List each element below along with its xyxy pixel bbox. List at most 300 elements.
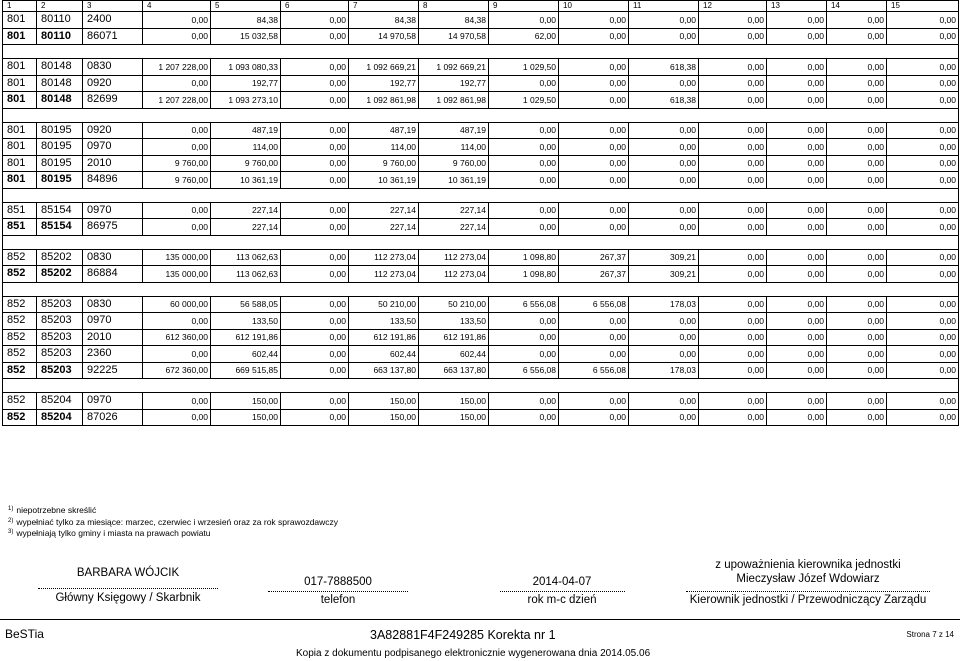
- spacer-cell: [3, 108, 37, 122]
- spacer-cell: [887, 282, 959, 296]
- table-cell: 612 360,00: [143, 329, 211, 346]
- table-cell: 0,00: [887, 75, 959, 92]
- table-cell: 56 588,05: [211, 296, 281, 313]
- table-cell: 0,00: [281, 266, 349, 283]
- table-cell: 602,44: [419, 346, 489, 363]
- table-cell: 612 191,86: [419, 329, 489, 346]
- table-cell: 0970: [83, 139, 143, 156]
- table-cell: 14 970,58: [349, 28, 419, 45]
- table-cell: 227,14: [211, 202, 281, 219]
- spacer-cell: [281, 45, 349, 59]
- table-cell: 6 556,08: [489, 296, 559, 313]
- table-cell: 0,00: [559, 139, 629, 156]
- head-line: [686, 591, 930, 592]
- header-cell: 9: [489, 1, 559, 12]
- table-cell: 0,00: [827, 219, 887, 236]
- table-cell: 0,00: [281, 12, 349, 29]
- table-cell: 86071: [83, 28, 143, 45]
- table-cell: 1 098,80: [489, 249, 559, 266]
- table-cell: 227,14: [349, 219, 419, 236]
- table-cell: 0,00: [827, 12, 887, 29]
- spacer-cell: [3, 45, 37, 59]
- table-cell: 113 062,63: [211, 266, 281, 283]
- spacer-cell: [629, 45, 699, 59]
- spacer-cell: [37, 108, 83, 122]
- table-cell: 0,00: [699, 313, 767, 330]
- table-cell: 0,00: [827, 28, 887, 45]
- table-cell: 0,00: [143, 122, 211, 139]
- table-cell: 801: [3, 92, 37, 109]
- accountant-line: [38, 588, 218, 589]
- spacer-cell: [699, 188, 767, 202]
- spacer-cell: [3, 235, 37, 249]
- header-cell: 11: [629, 1, 699, 12]
- table-cell: 663 137,80: [349, 362, 419, 379]
- spacer-cell: [3, 282, 37, 296]
- table-cell: 0,00: [827, 313, 887, 330]
- spacer-cell: [489, 45, 559, 59]
- table-cell: 85203: [37, 296, 83, 313]
- table-cell: 0,00: [767, 75, 827, 92]
- table-cell: 112 273,04: [349, 266, 419, 283]
- table-cell: 0,00: [281, 362, 349, 379]
- table-cell: 0,00: [629, 28, 699, 45]
- section-spacer: [3, 108, 959, 122]
- table-cell: 0,00: [629, 122, 699, 139]
- table-cell: 10 361,19: [419, 172, 489, 189]
- table-cell: 0,00: [887, 12, 959, 29]
- spacer-cell: [3, 379, 37, 393]
- table-cell: 135 000,00: [143, 249, 211, 266]
- table-cell: 1 098,80: [489, 266, 559, 283]
- table-cell: 86975: [83, 219, 143, 236]
- table-cell: 0,00: [489, 139, 559, 156]
- spacer-cell: [629, 188, 699, 202]
- table-cell: 84,38: [211, 12, 281, 29]
- table-cell: 0,00: [629, 409, 699, 426]
- spacer-cell: [349, 45, 419, 59]
- spacer-cell: [37, 282, 83, 296]
- spacer-cell: [143, 379, 211, 393]
- table-cell: 84,38: [419, 12, 489, 29]
- table-cell: 0,00: [281, 296, 349, 313]
- section-total-row: [3, 219, 959, 236]
- table-cell: 9 760,00: [143, 172, 211, 189]
- table-row: [3, 59, 959, 76]
- table-cell: 0,00: [281, 139, 349, 156]
- spacer-cell: [767, 108, 827, 122]
- spacer-cell: [83, 108, 143, 122]
- table-cell: 851: [3, 219, 37, 236]
- header-cell: 12: [699, 1, 767, 12]
- table-cell: 0,00: [699, 139, 767, 156]
- header-cell: 5: [211, 1, 281, 12]
- table-cell: 0,00: [827, 249, 887, 266]
- table-cell: 0,00: [887, 346, 959, 363]
- table-cell: 6 556,08: [489, 362, 559, 379]
- table-cell: 85154: [37, 219, 83, 236]
- section-spacer: [3, 45, 959, 59]
- spacer-cell: [887, 108, 959, 122]
- spacer-cell: [419, 188, 489, 202]
- table-cell: 80148: [37, 75, 83, 92]
- spacer-cell: [211, 108, 281, 122]
- table-cell: 852: [3, 346, 37, 363]
- footer-copy-note: Kopia z dokumentu podpisanego elektronicznie wygenerowana dnia 2014.05.06: [296, 648, 651, 659]
- spacer-cell: [419, 282, 489, 296]
- spacer-cell: [699, 235, 767, 249]
- table-cell: 80195: [37, 139, 83, 156]
- table-cell: 2010: [83, 329, 143, 346]
- section-total-row: [3, 92, 959, 109]
- table-cell: 0,00: [699, 28, 767, 45]
- date-line: [500, 591, 625, 592]
- spacer-cell: [559, 235, 629, 249]
- table-cell: 2400: [83, 12, 143, 29]
- table-cell: 0,00: [827, 122, 887, 139]
- table-cell: 86884: [83, 266, 143, 283]
- spacer-cell: [629, 108, 699, 122]
- table-cell: 85204: [37, 409, 83, 426]
- header-cell: 15: [887, 1, 959, 12]
- table-cell: 801: [3, 28, 37, 45]
- table-cell: 0,00: [559, 393, 629, 410]
- table-cell: 0,00: [281, 122, 349, 139]
- table-cell: 85202: [37, 249, 83, 266]
- table-cell: 0,00: [559, 346, 629, 363]
- table-cell: 801: [3, 155, 37, 172]
- section-spacer: [3, 282, 959, 296]
- spacer-cell: [559, 188, 629, 202]
- table-cell: 0,00: [629, 139, 699, 156]
- table-cell: 0,00: [281, 219, 349, 236]
- table-cell: 852: [3, 409, 37, 426]
- table-row: [3, 155, 959, 172]
- header-cell: 7: [349, 1, 419, 12]
- table-row: [3, 346, 959, 363]
- table-cell: 801: [3, 122, 37, 139]
- header-row: [3, 1, 959, 12]
- table-cell: 0830: [83, 249, 143, 266]
- table-cell: 267,37: [559, 266, 629, 283]
- spacer-cell: [83, 45, 143, 59]
- table-cell: 0,00: [629, 393, 699, 410]
- table-cell: 0,00: [629, 219, 699, 236]
- spacer-cell: [629, 282, 699, 296]
- table-row: [3, 313, 959, 330]
- section-spacer: [3, 188, 959, 202]
- table-cell: 0,00: [629, 155, 699, 172]
- table-cell: 801: [3, 139, 37, 156]
- spacer-cell: [419, 108, 489, 122]
- accountant-name: BARBARA WÓJCIK: [76, 567, 180, 579]
- table-cell: 487,19: [419, 122, 489, 139]
- table-cell: 0,00: [281, 313, 349, 330]
- table-cell: 0,00: [827, 409, 887, 426]
- spacer-cell: [349, 235, 419, 249]
- table-cell: 150,00: [211, 409, 281, 426]
- spacer-cell: [211, 235, 281, 249]
- table-cell: 1 029,50: [489, 92, 559, 109]
- table-cell: 133,50: [349, 313, 419, 330]
- table-cell: 852: [3, 249, 37, 266]
- spacer-cell: [489, 188, 559, 202]
- spacer-cell: [767, 235, 827, 249]
- table-cell: 0,00: [489, 202, 559, 219]
- header-cell: 3: [83, 1, 143, 12]
- table-cell: 14 970,58: [419, 28, 489, 45]
- table-cell: 9 760,00: [349, 155, 419, 172]
- spacer-cell: [699, 282, 767, 296]
- table-cell: 80148: [37, 92, 83, 109]
- table-row: [3, 202, 959, 219]
- table-cell: 618,38: [629, 59, 699, 76]
- spacer-cell: [281, 379, 349, 393]
- table-cell: 0,00: [887, 219, 959, 236]
- table-cell: 0,00: [767, 329, 827, 346]
- head-role: Kierownik jednostki / Przewodniczący Zarządu: [689, 594, 927, 606]
- table-cell: 487,19: [211, 122, 281, 139]
- table-cell: 0830: [83, 296, 143, 313]
- table-cell: 0,00: [767, 296, 827, 313]
- table-cell: 0,00: [629, 313, 699, 330]
- table-cell: 0,00: [699, 249, 767, 266]
- table-cell: 0,00: [143, 28, 211, 45]
- table-cell: 0,00: [699, 329, 767, 346]
- spacer-cell: [281, 282, 349, 296]
- spacer-cell: [489, 282, 559, 296]
- table-cell: 0,00: [559, 155, 629, 172]
- table-cell: 0,00: [767, 219, 827, 236]
- table-cell: 0,00: [699, 122, 767, 139]
- table-cell: 227,14: [419, 219, 489, 236]
- table-cell: 0,00: [489, 329, 559, 346]
- table-cell: 0,00: [887, 202, 959, 219]
- table-cell: 80195: [37, 122, 83, 139]
- table-row: [3, 122, 959, 139]
- table-cell: 80148: [37, 59, 83, 76]
- table-cell: 0,00: [281, 92, 349, 109]
- table-cell: 0,00: [629, 202, 699, 219]
- table-cell: 0,00: [281, 202, 349, 219]
- spacer-cell: [349, 379, 419, 393]
- table-cell: 0,00: [767, 202, 827, 219]
- table-row: [3, 296, 959, 313]
- table-cell: 0,00: [489, 393, 559, 410]
- table-cell: 10 361,19: [349, 172, 419, 189]
- table-cell: 9 760,00: [143, 155, 211, 172]
- table-cell: 0,00: [827, 92, 887, 109]
- table-cell: 0,00: [767, 409, 827, 426]
- table-cell: 1 093 080,33: [211, 59, 281, 76]
- spacer-cell: [349, 188, 419, 202]
- table-cell: 663 137,80: [419, 362, 489, 379]
- table-cell: 1 092 861,98: [419, 92, 489, 109]
- table-cell: 0,00: [281, 249, 349, 266]
- footer-brand: BeSTia: [5, 627, 44, 641]
- table-cell: 0920: [83, 75, 143, 92]
- table-cell: 0,00: [887, 329, 959, 346]
- table-cell: 0920: [83, 122, 143, 139]
- table-cell: 133,50: [419, 313, 489, 330]
- table-cell: 487,19: [349, 122, 419, 139]
- table-cell: 9 760,00: [419, 155, 489, 172]
- table-cell: 0,00: [887, 393, 959, 410]
- table-cell: 0,00: [143, 393, 211, 410]
- table-cell: 801: [3, 172, 37, 189]
- table-cell: 0,00: [699, 346, 767, 363]
- section-total-row: [3, 409, 959, 426]
- date-label: rok m-c dzień: [527, 594, 597, 606]
- table-cell: 84896: [83, 172, 143, 189]
- footnote-1: $^{1)}$ niepotrzebne skreślić: [8, 505, 97, 515]
- table-row: [3, 12, 959, 29]
- table-cell: 0,00: [827, 59, 887, 76]
- table-cell: 0,00: [887, 296, 959, 313]
- table-cell: 0,00: [827, 75, 887, 92]
- table-cell: 0,00: [887, 172, 959, 189]
- table-cell: 0,00: [559, 409, 629, 426]
- table-cell: 0,00: [559, 122, 629, 139]
- table-row: [3, 393, 959, 410]
- table-cell: 0,00: [767, 172, 827, 189]
- table-cell: 0,00: [827, 362, 887, 379]
- table-cell: 0,00: [827, 346, 887, 363]
- spacer-cell: [211, 188, 281, 202]
- table-cell: 0,00: [767, 28, 827, 45]
- spacer-cell: [559, 45, 629, 59]
- table-cell: 50 210,00: [419, 296, 489, 313]
- table-cell: 80195: [37, 172, 83, 189]
- table-cell: 0,00: [767, 59, 827, 76]
- table-cell: 0,00: [699, 59, 767, 76]
- spacer-cell: [419, 235, 489, 249]
- table-cell: 0,00: [489, 313, 559, 330]
- table-cell: 0,00: [699, 92, 767, 109]
- table-cell: 0,00: [143, 139, 211, 156]
- table-cell: 0,00: [281, 28, 349, 45]
- table-cell: 0,00: [699, 296, 767, 313]
- table-cell: 62,00: [489, 28, 559, 45]
- footnote-3: $^{3)}$ wypełniają tylko gminy i miasta na prawach powiatu: [8, 528, 211, 538]
- table-cell: 0,00: [887, 59, 959, 76]
- table-row: [3, 75, 959, 92]
- table-cell: 0,00: [887, 155, 959, 172]
- table-cell: 84,38: [349, 12, 419, 29]
- spacer-cell: [143, 235, 211, 249]
- table-cell: 0,00: [887, 266, 959, 283]
- table-cell: 1 207 228,00: [143, 59, 211, 76]
- table-cell: 0,00: [699, 409, 767, 426]
- table-cell: 0,00: [281, 346, 349, 363]
- table-cell: 612 191,86: [349, 329, 419, 346]
- table-cell: 85154: [37, 202, 83, 219]
- spacer-cell: [827, 282, 887, 296]
- table-cell: 0,00: [699, 155, 767, 172]
- table-cell: 852: [3, 393, 37, 410]
- table-cell: 309,21: [629, 249, 699, 266]
- spacer-cell: [767, 188, 827, 202]
- header-cell: 2: [37, 1, 83, 12]
- table-cell: 0,00: [887, 122, 959, 139]
- table-cell: 0,00: [489, 155, 559, 172]
- spacer-cell: [83, 188, 143, 202]
- spacer-cell: [699, 379, 767, 393]
- spacer-cell: [827, 45, 887, 59]
- table-cell: 0,00: [143, 202, 211, 219]
- spacer-cell: [419, 379, 489, 393]
- phone-value: 017-7888500: [304, 576, 372, 588]
- table-cell: 6 556,08: [559, 296, 629, 313]
- spacer-cell: [559, 282, 629, 296]
- table-cell: 0,00: [629, 329, 699, 346]
- table-cell: 801: [3, 75, 37, 92]
- table-cell: 1 207 228,00: [143, 92, 211, 109]
- section-total-row: [3, 266, 959, 283]
- table-cell: 85203: [37, 313, 83, 330]
- table-cell: 0,00: [887, 362, 959, 379]
- spacer-cell: [489, 379, 559, 393]
- header-cell: 14: [827, 1, 887, 12]
- table-cell: 0,00: [767, 393, 827, 410]
- table-cell: 1 092 669,21: [349, 59, 419, 76]
- table-cell: 87026: [83, 409, 143, 426]
- spacer-cell: [143, 45, 211, 59]
- table-cell: 0,00: [767, 249, 827, 266]
- table-row: [3, 139, 959, 156]
- table-cell: 309,21: [629, 266, 699, 283]
- section-spacer: [3, 379, 959, 393]
- table-cell: 0,00: [489, 346, 559, 363]
- table-cell: 852: [3, 362, 37, 379]
- spacer-cell: [559, 108, 629, 122]
- phone-line: [268, 591, 408, 592]
- table-cell: 114,00: [211, 139, 281, 156]
- table-cell: 0,00: [143, 219, 211, 236]
- spacer-cell: [629, 235, 699, 249]
- table-cell: 0,00: [827, 202, 887, 219]
- table-cell: 0,00: [559, 28, 629, 45]
- table-cell: 0,00: [629, 12, 699, 29]
- table-cell: 852: [3, 266, 37, 283]
- footer-page: Strona 7 z 14: [906, 630, 954, 639]
- table-cell: 0,00: [699, 172, 767, 189]
- spacer-cell: [349, 282, 419, 296]
- table-cell: 150,00: [211, 393, 281, 410]
- table-cell: 133,50: [211, 313, 281, 330]
- table-cell: 112 273,04: [419, 266, 489, 283]
- header-cell: 8: [419, 1, 489, 12]
- table-cell: 0,00: [281, 75, 349, 92]
- table-cell: 1 092 861,98: [349, 92, 419, 109]
- footer-rule: [0, 619, 960, 620]
- table-cell: 672 360,00: [143, 362, 211, 379]
- table-cell: 85204: [37, 393, 83, 410]
- phone-label: telefon: [320, 594, 356, 606]
- table-cell: 0,00: [767, 139, 827, 156]
- table-cell: 135 000,00: [143, 266, 211, 283]
- spacer-cell: [767, 45, 827, 59]
- table-cell: 0,00: [559, 59, 629, 76]
- table-cell: 602,44: [349, 346, 419, 363]
- table-cell: 1 029,50: [489, 59, 559, 76]
- spacer-cell: [827, 188, 887, 202]
- table-cell: 0,00: [489, 409, 559, 426]
- table-cell: 2360: [83, 346, 143, 363]
- table-cell: 852: [3, 329, 37, 346]
- table-cell: 0,00: [887, 92, 959, 109]
- table-cell: 267,37: [559, 249, 629, 266]
